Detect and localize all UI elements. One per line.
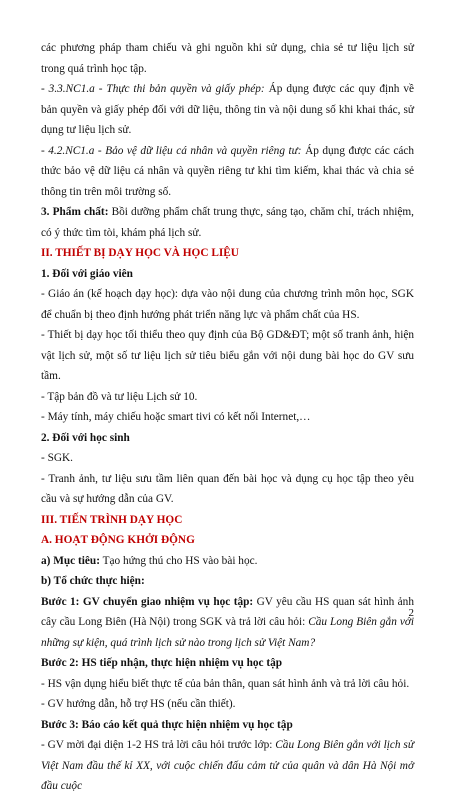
paragraph xyxy=(41,551,414,572)
step-label: Bước 1: GV chuyển giao nhiệm vụ học tập: xyxy=(41,595,254,608)
section-heading-iii: III. TIẾN TRÌNH DẠY HỌC xyxy=(41,513,183,526)
paragraph xyxy=(41,79,414,141)
organize-label: b) Tổ chức thực hiện: xyxy=(41,575,145,587)
competency-label: - 3.3.NC1.a - Thực thi bản quyền và giấy phép: xyxy=(41,83,265,95)
question-text: Cầu Long Biên gắn với những sự kiện, quá trình lịch sử nào trong lịch sử Việt Nam? xyxy=(41,616,414,649)
quality-label: 3. Phẩm chất: xyxy=(41,206,109,218)
competency-text: Áp dụng được các quy định về bản quyền và giấy phép đối với dữ liệu, thông tin và nội dung số khi khai thác, sử dụng tư liệu lịch sử. xyxy=(41,83,414,136)
list-item: - Máy tính, máy chiếu hoặc smart tivi có kết nối Internet,… xyxy=(41,411,311,423)
step-label: Bước 2: HS tiếp nhận, thực hiện nhiệm vụ học tập xyxy=(41,657,283,669)
paragraph xyxy=(41,202,414,243)
list-item: - Thiết bị dạy học tối thiểu theo quy định của Bộ GD&ĐT; một số tranh ảnh, hiện vật lịch sử, một số tư liệu lịch sử tiêu biểu gắn với nội dung bài học do GV sưu tầm. xyxy=(41,329,414,382)
paragraph xyxy=(41,735,414,797)
step-label: Bước 3: Báo cáo kết quả thực hiện nhiệm vụ học tập xyxy=(41,718,293,731)
quality-text: Bồi dưỡng phẩm chất trung thực, sáng tạo, chăm chỉ, trách nhiệm, có ý thức tìm tòi, khám phá lịch sử. xyxy=(41,206,414,239)
list-item: - Tranh ảnh, tư liệu sưu tầm liên quan đến bài học và dụng cụ học tập theo yêu cầu và sự hướng dẫn của GV. xyxy=(41,472,414,505)
goal-label: a) Mục tiêu: xyxy=(41,554,100,567)
step-text: - GV mời đại diện 1-2 HS trả lời câu hỏi trước lớp: xyxy=(41,739,276,751)
page-number: 2 xyxy=(408,607,414,619)
step-text: GV yêu cầu HS quan sát hình ảnh cây cầu Long Biên (Hà Nội) trong SGK và trả lời câu hỏi: xyxy=(41,595,414,628)
list-item: - Giáo án (kế hoạch dạy học): dựa vào nội dung của chương trình môn học, SGK để chuẩn bị theo định hướng phát triển năng lực và phẩm chất của HS. xyxy=(41,288,414,321)
paragraph xyxy=(41,141,414,203)
activity-heading: A. HOẠT ĐỘNG KHỞI ĐỘNG xyxy=(41,534,195,546)
list-item: - GV hướng dẫn, hỗ trợ HS (nếu cần thiết). xyxy=(41,698,236,710)
paragraph xyxy=(41,38,414,79)
page-content xyxy=(41,38,414,797)
text-line: các phương pháp tham chiếu và ghi nguồn khi sử dụng, chia sẻ tư liệu lịch sử trong quá trình học tập. xyxy=(41,42,414,75)
goal-text: Tạo hứng thú cho HS vào bài học. xyxy=(99,554,258,567)
subheading-teacher: 1. Đối với giáo viên xyxy=(41,267,133,280)
list-item: - HS vận dụng hiểu biết thực tế của bản thân, quan sát hình ảnh và trả lời câu hỏi. xyxy=(41,677,410,690)
competency-text: Áp dụng được các cách thức bảo vệ dữ liệu cá nhân và quyền riêng tư khi tìm kiếm, khai thác và chia sẻ thông tin trên môi trường số. xyxy=(41,144,415,198)
answer-text: Cầu Long Biên gắn với lịch sử Việt Nam đầu thế kỉ XX, với cuộc chiến đấu cảm tử của quân và dân Hà Nội mở đầu cuộc xyxy=(41,739,414,792)
subheading-student: 2. Đối với học sinh xyxy=(41,431,130,444)
list-item: - Tập bản đồ và tư liệu Lịch sử 10. xyxy=(41,390,198,403)
section-heading-ii: II. THIẾT BỊ DẠY HỌC VÀ HỌC LIỆU xyxy=(41,247,239,259)
list-item: - SGK. xyxy=(41,452,74,464)
paragraph xyxy=(41,592,414,654)
competency-label: - 4.2.NC1.a - Bảo vệ dữ liệu cá nhân và quyền riêng tư: xyxy=(41,144,302,157)
